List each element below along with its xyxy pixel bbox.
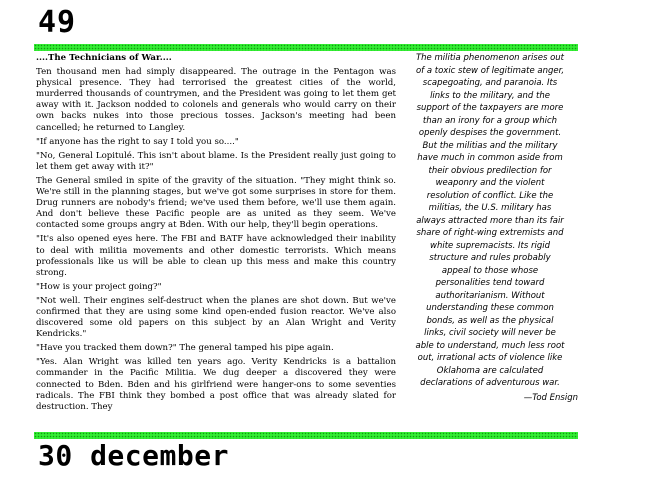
quote-line: The militia phenomenon arises out	[415, 53, 565, 63]
quote-line: support of the taxpayers are more	[416, 103, 564, 113]
quote-line: personalities tend toward	[435, 278, 545, 288]
quote-line: of a toxic stew of legitimate anger,	[415, 65, 565, 76]
quote-line: openly despises the government.	[418, 128, 562, 138]
story-paragraph: "How is your project going?"	[36, 281, 162, 292]
sidebar-quote	[398, 52, 582, 404]
quote-line: links, civil society will never be	[424, 328, 556, 338]
quote-attribution: —Tod Ensign	[523, 392, 578, 403]
quote-line: authoritarianism. Without	[435, 290, 545, 301]
quote-line: appeal to those whose	[441, 265, 539, 276]
story-paragraph: "It's also opened eyes here. The FBI and BATF have acknowledged their inability to deal with militia movements and other domestic terrorists. Which means professionals like us will be able to clean up this mess and make this country strong.	[36, 234, 396, 278]
story-column	[36, 53, 396, 429]
story-paragraph: "Yes. Alan Wright was killed ten years ago. Verity Kendricks is a battalion commander in the Pacific Militia. We dug deeper a discovered they were connected to Bden. Bden and his girlfriend were hanger-ons to some seventies radicals. The FBI think they bombed a post office that was already slated for destruction. They	[36, 357, 396, 412]
quote-line: But the militias and the military	[422, 140, 558, 151]
story-paragraph: The General smiled in spite of the gravity of the situation. "They might think so. We're still in the planning stages, but we've got some surprises in store for them. Drug runners are nobody's friend; we've used them before, we'll use them again. And don't believe these Pacific people are as united as they seem. We've contacted some groups angry at Bden. With our help, they'll begin operations.	[36, 175, 396, 231]
quote-line: bonds, as well as the physical	[426, 315, 554, 326]
story-paragraph: "Have you tracked them down?" The general tamped his pipe again.	[36, 343, 334, 354]
quote-line: than an irony for a group which	[422, 115, 558, 126]
story-paragraph: "If anyone has the right to say I told you so...."	[36, 136, 239, 147]
quote-line: Oklahoma are calculated	[436, 365, 544, 376]
quote-line: declarations of adventurous war.	[420, 378, 560, 388]
quote-line: have much in common aside from	[417, 153, 563, 163]
quote-line: able to understand, much less root	[415, 340, 565, 351]
quote-line: understanding these common	[426, 303, 554, 313]
quote-line: weaponry and the violent	[435, 178, 545, 188]
quote-line: links to the military, and the	[430, 90, 550, 101]
quote-line: resolution of conflict. Like the	[426, 190, 554, 201]
bottom-divider-bar	[34, 432, 578, 439]
quote-line: out, irrational acts of violence like	[417, 353, 563, 363]
quote-line: white supremacists. Its rigid	[430, 240, 550, 251]
page-number: 49	[38, 5, 77, 40]
story-paragraph: "Not well. Their engines self-destruct when the planes are shot down. But we've confirmed that they are using some kind open-ended fusion reactor. We've also discovered some old papers on this subject by an Alan Wright and Verity Kendricks."	[36, 295, 396, 340]
story-heading: ....The Technicians of War....	[36, 53, 172, 63]
top-divider-bar	[34, 44, 578, 51]
date-footer: 30 december	[38, 439, 229, 472]
quote-line: always attracted more than its fair	[416, 215, 564, 226]
quote-line: militias, the U.S. military has	[428, 203, 552, 213]
story-paragraph: "No, General Lopitulé. This isn't about blame. Is the President really just going to let them get away with it?"	[36, 150, 396, 172]
quote-line: share of right-wing extremists and	[416, 228, 564, 238]
quote-line: structure and rules probably	[429, 253, 551, 263]
story-paragraph: Ten thousand men had simply disappeared. The outrage in the Pentagon was physical presence. They had terrorised the greatest cities of the world, murderred thousands of countrymen, and the President was going to let them get away with it. Jackson nodded to colonels and generals who would carry on their own backs nukes into those precious tosses. Jackson's meeting had been cancelled; he returned to Langley.	[36, 67, 396, 133]
quote-line: scapegoating, and paranoia. Its	[422, 78, 558, 88]
quote-line: their obvious predilection for	[428, 165, 552, 176]
